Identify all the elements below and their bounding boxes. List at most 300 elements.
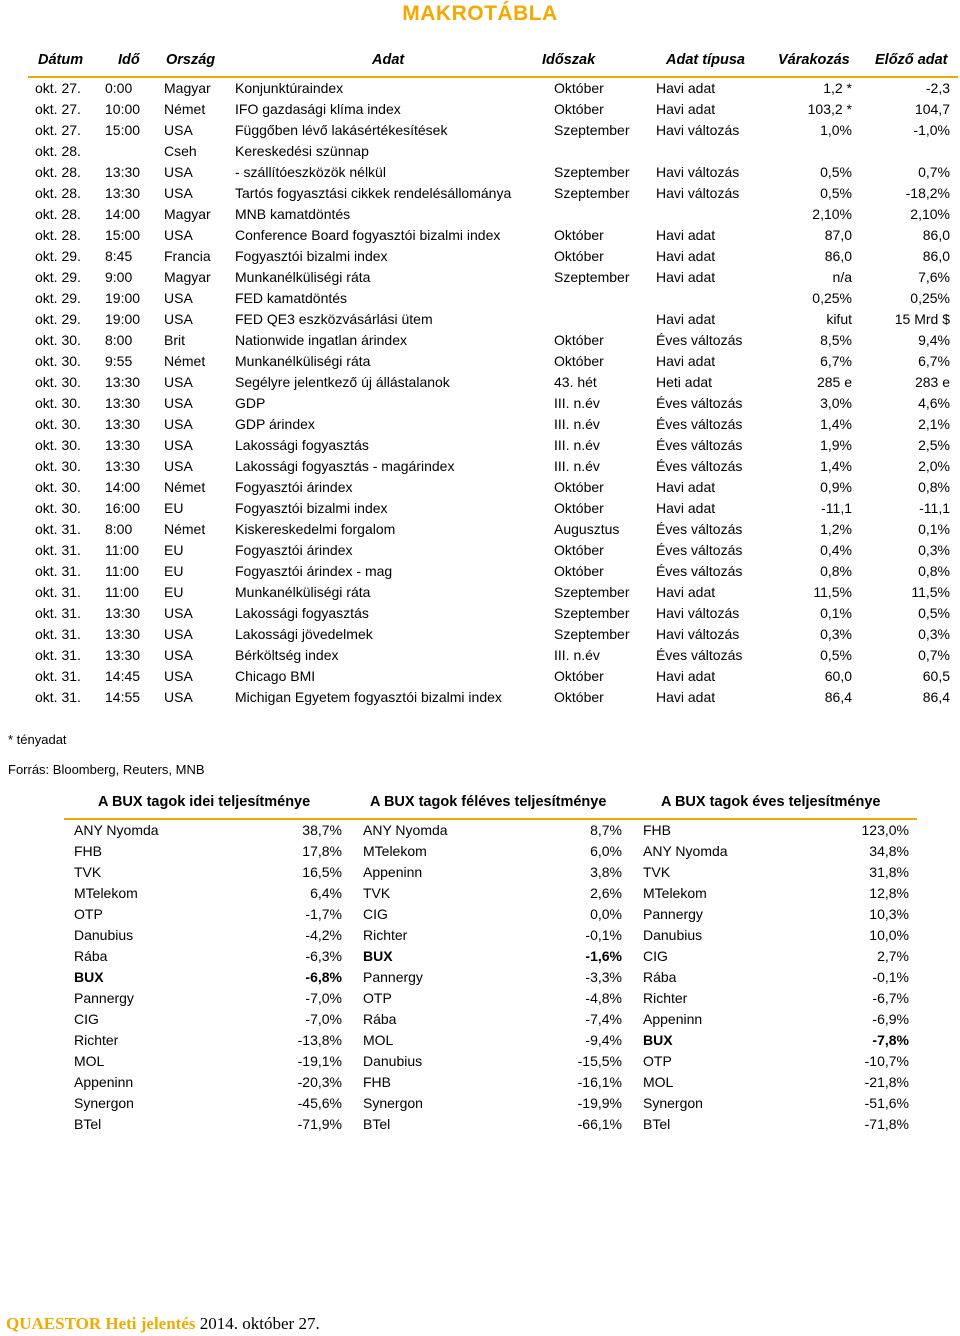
table-row <box>28 162 958 183</box>
cell-period: Október <box>554 479 604 495</box>
cell-type: Havi változás <box>656 185 740 201</box>
cell-country: Magyar <box>164 80 211 96</box>
stock-performance: 38,7% <box>302 822 342 838</box>
cell-date: okt. 30. <box>35 458 81 474</box>
cell-time: 13:30 <box>105 416 141 432</box>
cell-country: USA <box>164 164 193 180</box>
cell-country: Német <box>164 353 206 369</box>
table-row <box>28 435 958 456</box>
cell-period: Szeptember <box>554 122 630 138</box>
cell-expected: 1,9% <box>820 437 852 453</box>
stock-name: Richter <box>363 927 408 943</box>
stock-performance: -15,5% <box>577 1053 622 1069</box>
cell-expected: 60,0 <box>824 668 852 684</box>
cell-period: Augusztus <box>554 521 620 537</box>
cell-country: USA <box>164 290 193 306</box>
stock-name: FHB <box>363 1074 391 1090</box>
cell-time: 8:45 <box>105 248 133 264</box>
cell-type: Havi adat <box>656 500 716 516</box>
cell-type: Havi adat <box>656 311 716 327</box>
cell-expected: 0,25% <box>812 290 852 306</box>
cell-expected: 86,0 <box>824 248 852 264</box>
cell-data: Munkanélküliségi ráta <box>235 269 371 285</box>
cell-time: 9:00 <box>105 269 133 285</box>
stock-performance: 2,7% <box>877 948 909 964</box>
cell-date: okt. 29. <box>35 248 81 264</box>
cell-type: Havi adat <box>656 479 716 495</box>
cell-expected: 285 e <box>816 374 852 390</box>
cell-country: Magyar <box>164 269 211 285</box>
table-row <box>28 120 958 141</box>
cell-expected: 0,8% <box>820 563 852 579</box>
cell-period: Szeptember <box>554 584 630 600</box>
stock-performance: 6,0% <box>590 843 622 859</box>
stock-performance: -4,8% <box>585 990 622 1006</box>
cell-data: GDP árindex <box>235 416 315 432</box>
cell-type: Havi adat <box>656 689 716 705</box>
table-row <box>28 393 958 414</box>
cell-period: Október <box>554 500 604 516</box>
cell-country: USA <box>164 185 193 201</box>
col-header-previous: Előző adat <box>875 52 948 68</box>
cell-expected: 0,9% <box>820 479 852 495</box>
cell-date: okt. 30. <box>35 374 81 390</box>
cell-data: Függőben lévő lakásértékesítések <box>235 122 448 138</box>
cell-type: Éves változás <box>656 647 743 663</box>
col-header-time: Idő <box>118 52 140 68</box>
cell-type: Éves változás <box>656 437 743 453</box>
bux-ytd-title: A BUX tagok idei teljesítménye <box>98 794 311 810</box>
cell-previous: 0,3% <box>918 626 950 642</box>
stock-name: OTP <box>74 906 103 922</box>
cell-country: Francia <box>164 248 211 264</box>
list-item <box>64 883 342 904</box>
stock-name: Danubius <box>74 927 134 943</box>
footer-brand: QUAESTOR Heti jelentés <box>6 1314 196 1333</box>
stock-performance: -20,3% <box>297 1074 342 1090</box>
stock-name: OTP <box>643 1053 672 1069</box>
cell-data: Konjunktúraindex <box>235 80 344 96</box>
stock-name: Synergon <box>74 1095 134 1111</box>
list-item <box>64 967 342 988</box>
cell-country: EU <box>164 500 184 516</box>
stock-performance: -6,7% <box>872 990 909 1006</box>
stock-performance: 16,5% <box>302 864 342 880</box>
cell-expected: 103,2 * <box>807 101 852 117</box>
cell-period: III. n.év <box>554 416 600 432</box>
stock-performance: -21,8% <box>864 1074 909 1090</box>
stock-performance: -6,9% <box>872 1011 909 1027</box>
cell-previous: -11,1 <box>919 500 950 516</box>
table-row <box>28 540 958 561</box>
cell-type: Havi változás <box>656 626 740 642</box>
cell-previous: -18,2% <box>905 185 950 201</box>
cell-time: 14:00 <box>105 206 141 222</box>
page-footer <box>6 1314 320 1334</box>
table-row <box>28 414 958 435</box>
cell-previous: 2,0% <box>918 458 950 474</box>
cell-expected: 0,3% <box>820 626 852 642</box>
stock-name: Pannergy <box>643 906 703 922</box>
table-row <box>28 309 958 330</box>
cell-type: Éves változás <box>656 542 743 558</box>
cell-period: III. n.év <box>554 437 600 453</box>
list-item <box>353 925 622 946</box>
cell-expected: 0,5% <box>820 647 852 663</box>
stock-performance: -7,0% <box>305 990 342 1006</box>
stock-name: TVK <box>643 864 671 880</box>
cell-previous: -2,3 <box>925 80 950 96</box>
cell-date: okt. 29. <box>35 311 81 327</box>
list-item <box>64 925 342 946</box>
table-row <box>28 687 958 708</box>
cell-period: Október <box>554 227 604 243</box>
stock-name: Appeninn <box>74 1074 134 1090</box>
bux-table-header <box>64 794 917 820</box>
stock-performance: -71,8% <box>864 1116 909 1132</box>
table-row <box>28 456 958 477</box>
stock-performance: 0,0% <box>590 906 622 922</box>
cell-expected: n/a <box>832 269 852 285</box>
table-row <box>28 99 958 120</box>
list-item <box>353 946 622 967</box>
cell-date: okt. 30. <box>35 332 81 348</box>
stock-name: FHB <box>74 843 102 859</box>
page-title: MAKROTÁBLA <box>402 2 558 25</box>
list-item <box>353 1051 622 1072</box>
cell-country: Cseh <box>164 143 197 159</box>
cell-type: Havi adat <box>656 353 716 369</box>
table-row <box>28 78 958 99</box>
cell-time: 11:00 <box>105 563 139 579</box>
cell-time: 9:55 <box>105 353 133 369</box>
table-row <box>28 645 958 666</box>
stock-name: MTelekom <box>643 885 707 901</box>
cell-time: 19:00 <box>105 311 141 327</box>
cell-data: Kereskedési szünnap <box>235 143 369 159</box>
bux-year-title: A BUX tagok éves teljesítménye <box>661 794 881 810</box>
cell-previous: 86,4 <box>922 689 950 705</box>
stock-performance: -71,9% <box>297 1116 342 1132</box>
cell-period: Szeptember <box>554 185 630 201</box>
list-item <box>353 862 622 883</box>
stock-name: Danubius <box>363 1053 423 1069</box>
list-item <box>633 841 909 862</box>
stock-name: BUX <box>74 969 104 985</box>
cell-previous: 2,5% <box>918 437 950 453</box>
cell-type: Havi változás <box>656 164 740 180</box>
cell-date: okt. 31. <box>35 626 81 642</box>
table-row <box>28 225 958 246</box>
list-item <box>64 841 342 862</box>
cell-time: 13:30 <box>105 458 141 474</box>
cell-date: okt. 30. <box>35 353 81 369</box>
cell-data: Chicago BMI <box>235 668 316 684</box>
cell-time: 13:30 <box>105 605 141 621</box>
cell-data: Lakossági fogyasztás <box>235 437 369 453</box>
cell-previous: 86,0 <box>922 227 950 243</box>
cell-expected: 6,7% <box>820 353 852 369</box>
stock-name: Synergon <box>643 1095 703 1111</box>
list-item <box>353 1009 622 1030</box>
cell-data: Lakossági fogyasztás <box>235 605 369 621</box>
cell-type: Havi adat <box>656 584 716 600</box>
list-item <box>64 1072 342 1093</box>
list-item <box>64 862 342 883</box>
table-row <box>28 351 958 372</box>
cell-data: Fogyasztói bizalmi index <box>235 248 388 264</box>
cell-type: Havi adat <box>656 248 716 264</box>
list-item <box>64 1051 342 1072</box>
footer-date: 2014. október 27. <box>199 1314 320 1333</box>
table-row <box>28 561 958 582</box>
list-item <box>353 1072 622 1093</box>
cell-previous: 2,1% <box>918 416 950 432</box>
cell-data: - szállítóeszközök nélkül <box>235 164 386 180</box>
stock-performance: -1,7% <box>305 906 342 922</box>
cell-previous: 0,8% <box>918 563 950 579</box>
bux-ytd-list <box>64 820 342 1135</box>
cell-country: Német <box>164 479 206 495</box>
cell-previous: 0,3% <box>918 542 950 558</box>
stock-performance: 10,0% <box>869 927 909 943</box>
cell-period: III. n.év <box>554 395 600 411</box>
cell-country: USA <box>164 122 193 138</box>
cell-data: FED kamatdöntés <box>235 290 348 306</box>
cell-expected: 0,4% <box>820 542 852 558</box>
cell-expected: 1,4% <box>820 416 852 432</box>
list-item <box>633 904 909 925</box>
stock-performance: -7,0% <box>305 1011 342 1027</box>
cell-period: Október <box>554 563 604 579</box>
cell-type: Havi változás <box>656 122 740 138</box>
cell-time: 14:55 <box>105 689 141 705</box>
cell-previous: 0,7% <box>918 647 950 663</box>
cell-expected: 1,0% <box>820 122 852 138</box>
stock-performance: 2,6% <box>590 885 622 901</box>
stock-performance: -13,8% <box>297 1032 342 1048</box>
cell-previous: 104,7 <box>914 101 950 117</box>
stock-performance: -19,1% <box>297 1053 342 1069</box>
cell-period: Szeptember <box>554 269 630 285</box>
cell-date: okt. 31. <box>35 605 81 621</box>
cell-type: Havi változás <box>656 605 740 621</box>
stock-performance: 123,0% <box>861 822 909 838</box>
list-item <box>64 820 342 841</box>
list-item <box>633 1009 909 1030</box>
cell-previous: 283 e <box>914 374 950 390</box>
cell-data: GDP <box>235 395 266 411</box>
cell-date: okt. 31. <box>35 689 81 705</box>
cell-data: Bérköltség index <box>235 647 339 663</box>
cell-expected: 0,1% <box>820 605 852 621</box>
bux-year-list <box>633 820 909 1135</box>
table-row <box>28 498 958 519</box>
cell-country: USA <box>164 647 193 663</box>
cell-previous: 0,1% <box>918 521 950 537</box>
cell-type: Havi adat <box>656 269 716 285</box>
table-row <box>28 603 958 624</box>
cell-previous: 2,10% <box>910 206 950 222</box>
stock-name: Richter <box>74 1032 119 1048</box>
cell-time: 0:00 <box>105 80 133 96</box>
table-row <box>28 288 958 309</box>
bux-half-list <box>353 820 622 1135</box>
cell-expected: 1,2 * <box>823 80 852 96</box>
cell-expected: -11,1 <box>821 500 852 516</box>
list-item <box>64 988 342 1009</box>
cell-type: Éves változás <box>656 416 743 432</box>
list-item <box>353 904 622 925</box>
cell-data: Fogyasztói árindex <box>235 542 353 558</box>
cell-previous: 7,6% <box>918 269 950 285</box>
stock-performance: -0,1% <box>872 969 909 985</box>
cell-previous: 9,4% <box>918 332 950 348</box>
cell-time: 13:30 <box>105 164 141 180</box>
cell-period: III. n.év <box>554 647 600 663</box>
list-item <box>633 988 909 1009</box>
stock-performance: -7,4% <box>585 1011 622 1027</box>
cell-time: 13:30 <box>105 185 141 201</box>
cell-expected: 8,5% <box>820 332 852 348</box>
stock-performance: 31,8% <box>869 864 909 880</box>
list-item <box>64 1093 342 1114</box>
cell-country: Német <box>164 101 206 117</box>
cell-time: 11:00 <box>105 542 139 558</box>
cell-previous: 0,8% <box>918 479 950 495</box>
list-item <box>353 1114 622 1135</box>
stock-performance: -51,6% <box>864 1095 909 1111</box>
stock-name: BTel <box>74 1116 102 1132</box>
stock-name: CIG <box>643 948 668 964</box>
table-row <box>28 204 958 225</box>
stock-performance: 3,8% <box>590 864 622 880</box>
cell-date: okt. 31. <box>35 584 81 600</box>
cell-date: okt. 27. <box>35 80 81 96</box>
cell-date: okt. 29. <box>35 290 81 306</box>
stock-performance: 8,7% <box>590 822 622 838</box>
list-item <box>633 820 909 841</box>
cell-country: USA <box>164 458 193 474</box>
cell-data: Lakossági jövedelmek <box>235 626 373 642</box>
cell-expected: 0,5% <box>820 164 852 180</box>
stock-name: FHB <box>643 822 671 838</box>
cell-date: okt. 31. <box>35 563 81 579</box>
list-item <box>353 841 622 862</box>
list-item <box>633 1072 909 1093</box>
cell-date: okt. 28. <box>35 143 81 159</box>
stock-name: TVK <box>74 864 102 880</box>
cell-time: 8:00 <box>105 332 133 348</box>
stock-name: CIG <box>363 906 388 922</box>
cell-data: Michigan Egyetem fogyasztói bizalmi index <box>235 689 502 705</box>
stock-name: MOL <box>643 1074 674 1090</box>
cell-data: Segélyre jelentkező új állástalanok <box>235 374 450 390</box>
col-header-date: Dátum <box>38 52 84 68</box>
stock-name: TVK <box>363 885 391 901</box>
stock-name: ANY Nyomda <box>363 822 448 838</box>
cell-type: Havi adat <box>656 101 716 117</box>
cell-time: 13:30 <box>105 374 141 390</box>
stock-performance: -6,8% <box>305 969 342 985</box>
cell-data: Lakossági fogyasztás - magárindex <box>235 458 455 474</box>
table-row <box>28 246 958 267</box>
cell-previous: 0,7% <box>918 164 950 180</box>
list-item <box>633 862 909 883</box>
list-item <box>353 988 622 1009</box>
list-item <box>633 1114 909 1135</box>
stock-performance: 12,8% <box>869 885 909 901</box>
table-row <box>28 183 958 204</box>
cell-previous: 15 Mrd $ <box>894 311 950 327</box>
cell-period: Október <box>554 332 604 348</box>
cell-country: USA <box>164 374 193 390</box>
table-row <box>28 582 958 603</box>
cell-expected: 1,2% <box>820 521 852 537</box>
col-header-type: Adat típusa <box>666 52 745 68</box>
cell-previous: 11,5% <box>911 584 950 600</box>
cell-time: 13:30 <box>105 647 141 663</box>
cell-expected: 0,5% <box>820 185 852 201</box>
cell-data: FED QE3 eszközvásárlási ütem <box>235 311 433 327</box>
cell-expected: 86,4 <box>824 689 852 705</box>
stock-name: Appeninn <box>363 864 423 880</box>
stock-name: Rába <box>363 1011 397 1027</box>
cell-type: Éves változás <box>656 563 743 579</box>
stock-name: MTelekom <box>74 885 138 901</box>
list-item <box>633 1093 909 1114</box>
cell-country: EU <box>164 584 184 600</box>
cell-date: okt. 31. <box>35 647 81 663</box>
stock-performance: -4,2% <box>305 927 342 943</box>
list-item <box>633 946 909 967</box>
cell-time: 15:00 <box>105 227 141 243</box>
stock-name: OTP <box>363 990 392 1006</box>
cell-date: okt. 28. <box>35 185 81 201</box>
stock-name: BTel <box>643 1116 671 1132</box>
source-note: Forrás: Bloomberg, Reuters, MNB <box>8 762 205 777</box>
stock-name: Synergon <box>363 1095 423 1111</box>
cell-country: USA <box>164 311 193 327</box>
cell-date: okt. 31. <box>35 542 81 558</box>
stock-performance: 6,4% <box>310 885 342 901</box>
cell-country: USA <box>164 689 193 705</box>
cell-country: EU <box>164 542 184 558</box>
bux-half-title: A BUX tagok féléves teljesítménye <box>370 794 607 810</box>
stock-name: Rába <box>74 948 108 964</box>
cell-time: 13:30 <box>105 626 141 642</box>
cell-country: EU <box>164 563 184 579</box>
stock-performance: -16,1% <box>577 1074 622 1090</box>
cell-date: okt. 28. <box>35 227 81 243</box>
cell-data: Fogyasztói bizalmi index <box>235 500 388 516</box>
cell-type: Éves változás <box>656 521 743 537</box>
stock-name: ANY Nyomda <box>74 822 159 838</box>
cell-data: IFO gazdasági klíma index <box>235 101 401 117</box>
cell-data: Tartós fogyasztási cikkek rendelésállománya <box>235 185 512 201</box>
cell-type: Éves változás <box>656 458 743 474</box>
stock-name: BUX <box>643 1032 673 1048</box>
list-item <box>353 967 622 988</box>
cell-country: USA <box>164 605 193 621</box>
stock-name: ANY Nyomda <box>643 843 728 859</box>
cell-previous: 60,5 <box>922 668 950 684</box>
cell-country: USA <box>164 395 193 411</box>
cell-expected: 87,0 <box>824 227 852 243</box>
cell-date: okt. 30. <box>35 500 81 516</box>
cell-time: 16:00 <box>105 500 141 516</box>
stock-name: CIG <box>74 1011 99 1027</box>
